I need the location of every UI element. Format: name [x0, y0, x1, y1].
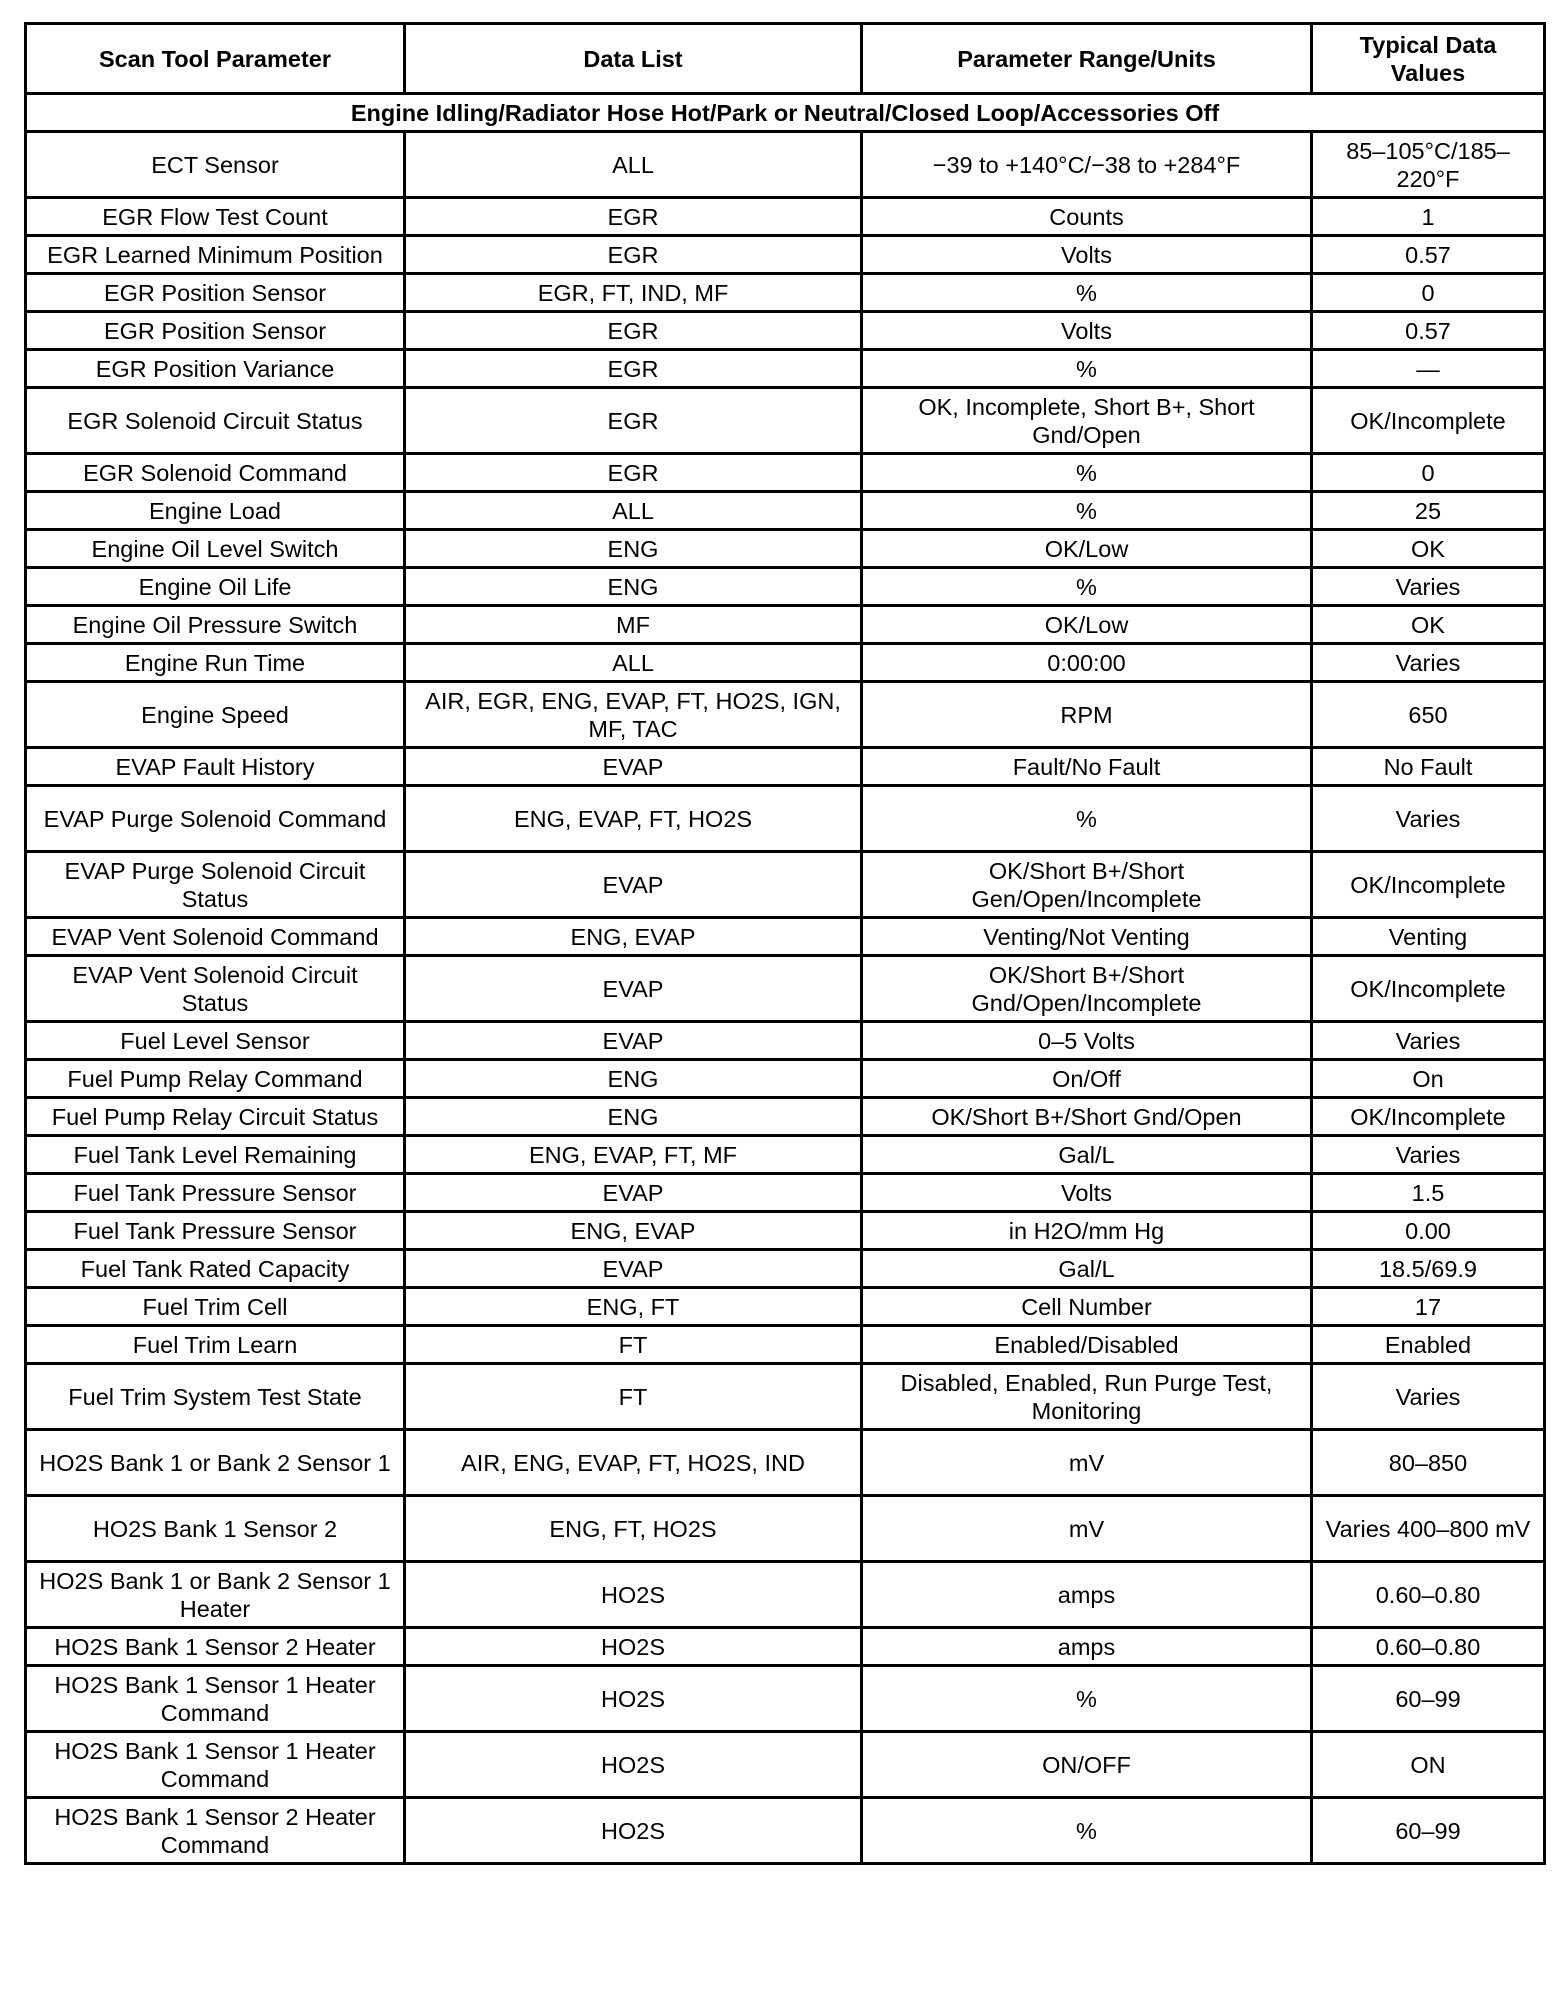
table-row [26, 274, 1545, 312]
cell-data-list: AIR, EGR, ENG, EVAP, FT, HO2S, IGN, MF, TAC [405, 682, 862, 748]
cell-range-units: mV [862, 1496, 1312, 1562]
cell-range-units: Volts [862, 312, 1312, 350]
table-row [26, 1288, 1545, 1326]
cell-data-list: EGR [405, 350, 862, 388]
cell-data-list: ENG, FT, HO2S [405, 1496, 862, 1562]
table-body [26, 132, 1545, 1864]
cell-parameter: EVAP Vent Solenoid Circuit Status [26, 956, 405, 1022]
cell-parameter: Engine Run Time [26, 644, 405, 682]
cell-range-units: Gal/L [862, 1136, 1312, 1174]
cell-data-list: FT [405, 1326, 862, 1364]
cell-parameter: HO2S Bank 1 or Bank 2 Sensor 1 [26, 1430, 405, 1496]
cell-typical-value: OK [1312, 606, 1545, 644]
cell-data-list: ENG, EVAP [405, 918, 862, 956]
cell-parameter: HO2S Bank 1 Sensor 1 Heater Command [26, 1666, 405, 1732]
cell-data-list: ALL [405, 132, 862, 198]
cell-typical-value: No Fault [1312, 748, 1545, 786]
cell-typical-value: OK/Incomplete [1312, 852, 1545, 918]
cell-range-units: Volts [862, 1174, 1312, 1212]
cell-range-units: % [862, 1798, 1312, 1864]
document-page [24, 22, 1543, 1865]
cell-parameter: EGR Learned Minimum Position [26, 236, 405, 274]
cell-parameter: HO2S Bank 1 Sensor 2 [26, 1496, 405, 1562]
cell-typical-value: 0.57 [1312, 312, 1545, 350]
cell-typical-value: 0.60–0.80 [1312, 1628, 1545, 1666]
cell-data-list: EGR, FT, IND, MF [405, 274, 862, 312]
cell-parameter: Fuel Tank Level Remaining [26, 1136, 405, 1174]
cell-typical-value: OK/Incomplete [1312, 956, 1545, 1022]
cell-data-list: EVAP [405, 1174, 862, 1212]
cell-parameter: ECT Sensor [26, 132, 405, 198]
cell-parameter: EVAP Vent Solenoid Command [26, 918, 405, 956]
cell-typical-value: 0 [1312, 274, 1545, 312]
section-title: Engine Idling/Radiator Hose Hot/Park or Neutral/Closed Loop/Accessories Off [26, 94, 1545, 132]
cell-parameter: Engine Oil Level Switch [26, 530, 405, 568]
cell-range-units: On/Off [862, 1060, 1312, 1098]
cell-range-units: mV [862, 1430, 1312, 1496]
cell-parameter: HO2S Bank 1 Sensor 2 Heater Command [26, 1798, 405, 1864]
cell-parameter: HO2S Bank 1 Sensor 1 Heater Command [26, 1732, 405, 1798]
table-row [26, 1022, 1545, 1060]
cell-parameter: HO2S Bank 1 or Bank 2 Sensor 1 Heater [26, 1562, 405, 1628]
cell-data-list: EGR [405, 236, 862, 274]
cell-range-units: OK/Short B+/Short Gnd/Open/Incomplete [862, 956, 1312, 1022]
table-row [26, 530, 1545, 568]
header-typical-data-values: Typical Data Values [1312, 24, 1545, 94]
cell-typical-value: Venting [1312, 918, 1545, 956]
table-row [26, 1628, 1545, 1666]
cell-typical-value: Varies [1312, 644, 1545, 682]
table-header-row [26, 24, 1545, 94]
cell-data-list: EVAP [405, 1250, 862, 1288]
cell-data-list: ENG, FT [405, 1288, 862, 1326]
cell-typical-value: 0.60–0.80 [1312, 1562, 1545, 1628]
table-row [26, 956, 1545, 1022]
table-row [26, 918, 1545, 956]
table-row [26, 1496, 1545, 1562]
cell-data-list: ENG [405, 530, 862, 568]
table-row [26, 606, 1545, 644]
cell-parameter: EGR Position Sensor [26, 312, 405, 350]
cell-data-list: EGR [405, 454, 862, 492]
cell-data-list: EGR [405, 312, 862, 350]
section-row [26, 94, 1545, 132]
cell-typical-value: Enabled [1312, 1326, 1545, 1364]
cell-parameter: EVAP Fault History [26, 748, 405, 786]
table-row [26, 1136, 1545, 1174]
table-row [26, 786, 1545, 852]
cell-range-units: Cell Number [862, 1288, 1312, 1326]
cell-typical-value: 80–850 [1312, 1430, 1545, 1496]
cell-parameter: EGR Position Variance [26, 350, 405, 388]
cell-typical-value: 0.57 [1312, 236, 1545, 274]
cell-parameter: EGR Flow Test Count [26, 198, 405, 236]
cell-range-units: OK, Incomplete, Short B+, Short Gnd/Open [862, 388, 1312, 454]
cell-data-list: ALL [405, 644, 862, 682]
cell-typical-value: 60–99 [1312, 1666, 1545, 1732]
header-scan-tool-parameter: Scan Tool Parameter [26, 24, 405, 94]
cell-parameter: Fuel Pump Relay Command [26, 1060, 405, 1098]
cell-range-units: % [862, 786, 1312, 852]
table-row [26, 1364, 1545, 1430]
cell-parameter: Fuel Tank Pressure Sensor [26, 1212, 405, 1250]
cell-data-list: HO2S [405, 1628, 862, 1666]
cell-data-list: HO2S [405, 1666, 862, 1732]
cell-range-units: OK/Low [862, 606, 1312, 644]
cell-typical-value: Varies [1312, 568, 1545, 606]
cell-parameter: Fuel Tank Pressure Sensor [26, 1174, 405, 1212]
cell-data-list: HO2S [405, 1732, 862, 1798]
table-row [26, 312, 1545, 350]
cell-parameter: Engine Speed [26, 682, 405, 748]
cell-data-list: ENG, EVAP, FT, HO2S [405, 786, 862, 852]
cell-data-list: FT [405, 1364, 862, 1430]
cell-data-list: EGR [405, 198, 862, 236]
table-row [26, 568, 1545, 606]
table-row [26, 1212, 1545, 1250]
cell-data-list: ENG, EVAP [405, 1212, 862, 1250]
cell-range-units: ON/OFF [862, 1732, 1312, 1798]
cell-range-units: RPM [862, 682, 1312, 748]
cell-data-list: AIR, ENG, EVAP, FT, HO2S, IND [405, 1430, 862, 1496]
cell-typical-value: 25 [1312, 492, 1545, 530]
table-row [26, 1174, 1545, 1212]
cell-typical-value: Varies 400–800 mV [1312, 1496, 1545, 1562]
cell-range-units: Venting/Not Venting [862, 918, 1312, 956]
table-row [26, 1666, 1545, 1732]
cell-range-units: OK/Low [862, 530, 1312, 568]
cell-parameter: Fuel Pump Relay Circuit Status [26, 1098, 405, 1136]
cell-typical-value: Varies [1312, 1136, 1545, 1174]
cell-data-list: ALL [405, 492, 862, 530]
cell-parameter: Fuel Trim Cell [26, 1288, 405, 1326]
cell-range-units: Enabled/Disabled [862, 1326, 1312, 1364]
cell-range-units: % [862, 350, 1312, 388]
table-row [26, 1562, 1545, 1628]
cell-range-units: % [862, 1666, 1312, 1732]
cell-typical-value: 650 [1312, 682, 1545, 748]
cell-data-list: EVAP [405, 1022, 862, 1060]
cell-data-list: HO2S [405, 1562, 862, 1628]
scan-tool-data-table [24, 22, 1546, 1865]
cell-parameter: Engine Oil Life [26, 568, 405, 606]
cell-parameter: EVAP Purge Solenoid Command [26, 786, 405, 852]
cell-parameter: Fuel Level Sensor [26, 1022, 405, 1060]
cell-typical-value: Varies [1312, 786, 1545, 852]
cell-typical-value: 18.5/69.9 [1312, 1250, 1545, 1288]
cell-data-list: HO2S [405, 1798, 862, 1864]
cell-data-list: ENG [405, 568, 862, 606]
cell-typical-value: 60–99 [1312, 1798, 1545, 1864]
cell-range-units: −39 to +140°C/−38 to +284°F [862, 132, 1312, 198]
cell-data-list: ENG, EVAP, FT, MF [405, 1136, 862, 1174]
table-row [26, 1326, 1545, 1364]
table-row [26, 454, 1545, 492]
cell-typical-value: On [1312, 1060, 1545, 1098]
cell-parameter: EVAP Purge Solenoid Circuit Status [26, 852, 405, 918]
cell-data-list: ENG [405, 1098, 862, 1136]
table-row [26, 644, 1545, 682]
cell-data-list: MF [405, 606, 862, 644]
cell-typical-value: Varies [1312, 1364, 1545, 1430]
table-row [26, 236, 1545, 274]
table-row [26, 852, 1545, 918]
cell-typical-value: 85–105°C/185–220°F [1312, 132, 1545, 198]
table-row [26, 748, 1545, 786]
cell-typical-value: — [1312, 350, 1545, 388]
cell-parameter: Engine Oil Pressure Switch [26, 606, 405, 644]
cell-range-units: OK/Short B+/Short Gen/Open/Incomplete [862, 852, 1312, 918]
cell-typical-value: 1 [1312, 198, 1545, 236]
cell-parameter: EGR Solenoid Circuit Status [26, 388, 405, 454]
header-data-list: Data List [405, 24, 862, 94]
header-parameter-range-units: Parameter Range/Units [862, 24, 1312, 94]
cell-range-units: 0:00:00 [862, 644, 1312, 682]
cell-range-units: 0–5 Volts [862, 1022, 1312, 1060]
cell-data-list: EVAP [405, 748, 862, 786]
cell-range-units: amps [862, 1628, 1312, 1666]
cell-typical-value: 1.5 [1312, 1174, 1545, 1212]
cell-data-list: EGR [405, 388, 862, 454]
table-row [26, 682, 1545, 748]
cell-range-units: Disabled, Enabled, Run Purge Test, Monitoring [862, 1364, 1312, 1430]
table-row [26, 388, 1545, 454]
cell-typical-value: 0 [1312, 454, 1545, 492]
cell-range-units: % [862, 274, 1312, 312]
table-row [26, 1732, 1545, 1798]
cell-typical-value: OK/Incomplete [1312, 1098, 1545, 1136]
cell-range-units: % [862, 568, 1312, 606]
table-row [26, 492, 1545, 530]
cell-typical-value: OK [1312, 530, 1545, 568]
cell-range-units: Volts [862, 236, 1312, 274]
table-row [26, 1060, 1545, 1098]
table-row [26, 198, 1545, 236]
cell-typical-value: 0.00 [1312, 1212, 1545, 1250]
cell-range-units: Fault/No Fault [862, 748, 1312, 786]
cell-data-list: EVAP [405, 852, 862, 918]
cell-parameter: Fuel Tank Rated Capacity [26, 1250, 405, 1288]
table-row [26, 1098, 1545, 1136]
cell-range-units: Counts [862, 198, 1312, 236]
cell-data-list: EVAP [405, 956, 862, 1022]
table-row [26, 350, 1545, 388]
cell-range-units: Gal/L [862, 1250, 1312, 1288]
cell-range-units: % [862, 454, 1312, 492]
cell-data-list: ENG [405, 1060, 862, 1098]
cell-range-units: in H2O/mm Hg [862, 1212, 1312, 1250]
table-row [26, 1250, 1545, 1288]
cell-range-units: % [862, 492, 1312, 530]
cell-typical-value: ON [1312, 1732, 1545, 1798]
cell-typical-value: OK/Incomplete [1312, 388, 1545, 454]
table-row [26, 1430, 1545, 1496]
cell-typical-value: Varies [1312, 1022, 1545, 1060]
cell-parameter: EGR Solenoid Command [26, 454, 405, 492]
table-row [26, 1798, 1545, 1864]
cell-typical-value: 17 [1312, 1288, 1545, 1326]
cell-parameter: Fuel Trim System Test State [26, 1364, 405, 1430]
table-row [26, 132, 1545, 198]
cell-parameter: Engine Load [26, 492, 405, 530]
cell-parameter: Fuel Trim Learn [26, 1326, 405, 1364]
cell-parameter: EGR Position Sensor [26, 274, 405, 312]
cell-range-units: OK/Short B+/Short Gnd/Open [862, 1098, 1312, 1136]
cell-range-units: amps [862, 1562, 1312, 1628]
cell-parameter: HO2S Bank 1 Sensor 2 Heater [26, 1628, 405, 1666]
